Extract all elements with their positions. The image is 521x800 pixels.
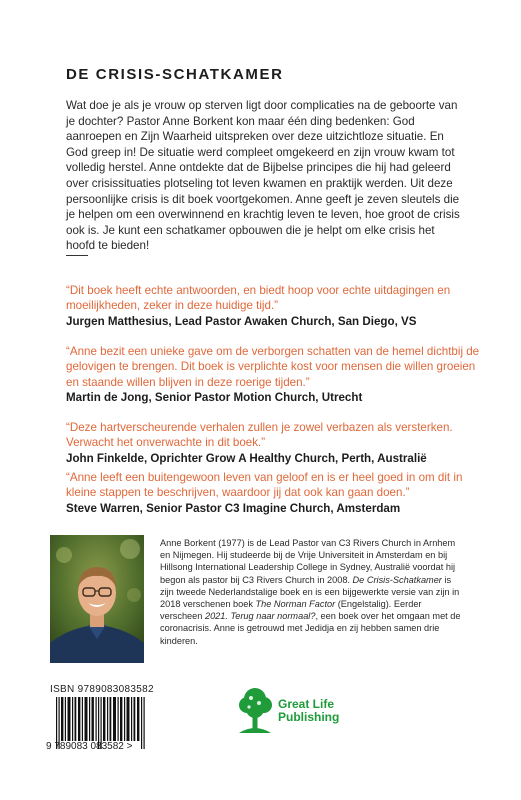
- endorsement-quote: “Dit boek heeft echte antwoorden, en biedt hoop voor echte uitdagingen en moeilijkheden, zeker in deze huidige tijd.”: [66, 284, 451, 313]
- publisher-name: [278, 698, 339, 724]
- endorsement-author: John Finkelde, Oprichter Grow A Healthy Church, Perth, Australië: [66, 451, 427, 465]
- endorsement-author: Martin de Jong, Senior Pastor Motion Church, Utrecht: [66, 391, 363, 405]
- divider: [66, 255, 88, 256]
- bio-book-title: 2021. Terug naar normaal?: [204, 611, 316, 622]
- publisher-name-line2: Publishing: [278, 710, 340, 724]
- endorsement-quote: “Deze hartverscheurende verhalen zullen je zowel verbazen als versterken. Verwacht het onverwachte in dit boek.”: [66, 421, 453, 450]
- endorsement-2: [66, 344, 486, 406]
- book-description: Wat doe je als je vrouw op sterven ligt door complicaties na de geboorte van je dochter? Pastor Anne Borkent kon maar één ding bedenken: God aanroepen en Zijn Waarheid uitspreken over deze uitzichtloze situatie. En God greep in! De situatie werd compleet omgekeerd en zijn vrouw kwam tot volledig herstel. Anne ontdekte dat de Bijbelse principes die hij had geleerd over crisissituaties plotseling tot leven kwamen en praktijk werden. Uit deze persoonlijke crisis is dit boek voortgekomen. Anne geeft je zeven sleutels die je helpen om een overwinnend en krachtig leven te leven, hoe groot de crisis ook is. Je kunt een schatkamer opbouwen die je helpt om elke crisis het hoofd te bieden!: [66, 99, 460, 253]
- bio-text: Anne Borkent (1977) is de Lead Pastor van C3 Rivers Church in Arnhem en Nijmegen. Hij studeerde bij de Vrije Universiteit in Amsterdam en bij Hillsong International Leadership College in Sydney, Australië voordat hij begon als pastor bij C3 Rivers Church in 2008.: [160, 538, 456, 585]
- endorsement-quote: “Anne bezit een unieke gave om de verborgen schatten van de hemel dichtbij de gelovigen te brengen. Dit boek is verplichte kost voor mensen die willen groeien en staande willen blijven in deze roerige tijden.”: [66, 345, 480, 389]
- publisher-name-line1: Great Life: [278, 697, 335, 711]
- endorsement-author: Jurgen Matthesius, Lead Pastor Awaken Church, San Diego, VS: [66, 314, 417, 328]
- bio-text: , een boek over het omgaan met de coronacrisis. Anne is getrouwd met Jedidja en zij hebben samen drie kinderen.: [160, 611, 461, 646]
- bio-text: is zijn tweede Nederlandstalige boek en is een bijgewerkte versie van zijn in 2018 verschenen boek: [160, 574, 460, 610]
- endorsement-author: Steve Warren, Senior Pastor C3 Imagine Church, Amsterdam: [66, 501, 401, 515]
- isbn-label: ISBN 9789083083582: [50, 684, 154, 695]
- author-photo: [50, 535, 144, 663]
- barcode-digits: 9 789083 083582 >: [46, 741, 133, 752]
- endorsement-4: [66, 470, 486, 516]
- endorsement-1: [66, 283, 486, 329]
- endorsement-quote: “Anne leeft een buitengewoon leven van geloof en is er heel goed in om dit in kleine stappen te beschrijven, waardoor jij dat ook kan gaan doen.”: [66, 471, 463, 500]
- book-title: DE CRISIS-SCHATKAMER: [66, 66, 284, 83]
- bio-book-title: De Crisis-Schatkamer: [352, 574, 442, 585]
- bio-book-title: The Norman Factor: [255, 599, 336, 610]
- author-bio: [160, 537, 462, 647]
- endorsement-3: [66, 420, 486, 466]
- bio-text: (Engelstalig). Eerder verscheen: [160, 599, 422, 622]
